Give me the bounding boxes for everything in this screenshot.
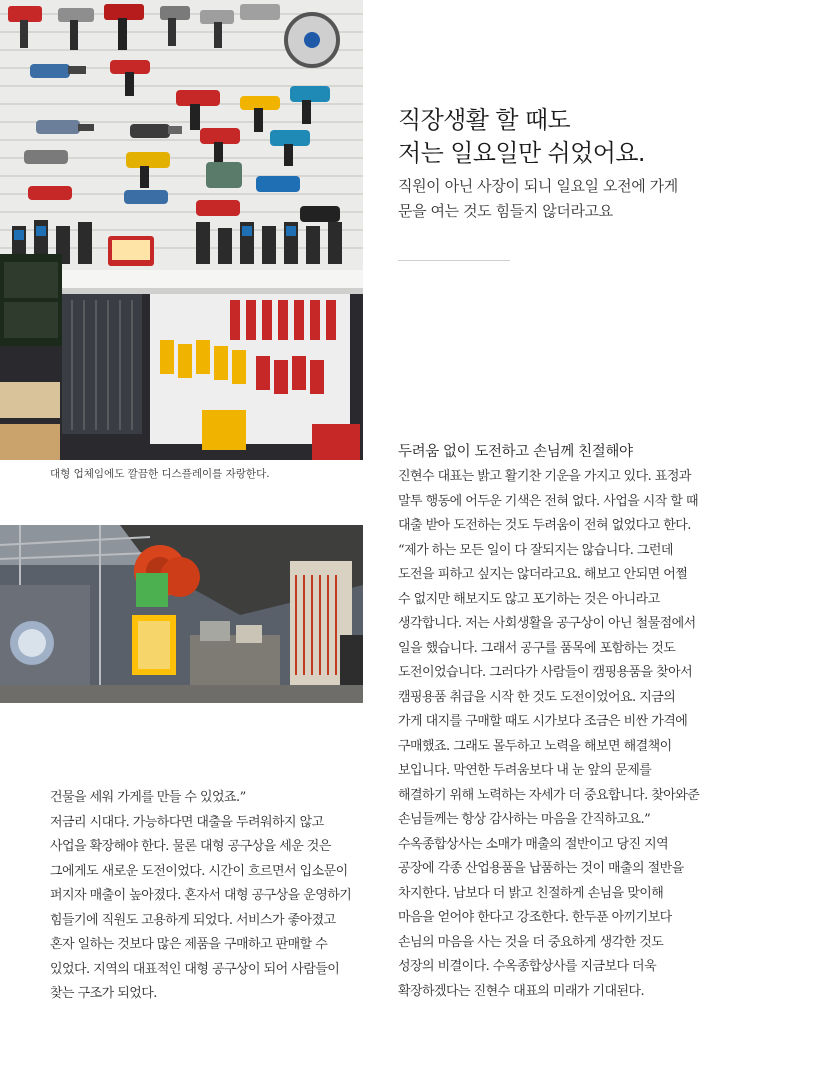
subheadline — [398, 174, 808, 224]
body-line: 퍼지자 매출이 높아졌다. 혼자서 대형 공구상을 운영하기 — [50, 888, 352, 903]
body-line: 있었다. 지역의 대표적인 대형 공구상이 되어 사람들이 — [50, 961, 340, 977]
body-line: 캠핑용품 취급을 시작 한 것도 도전이었어요. 지금의 — [398, 689, 676, 705]
tool-display-illustration — [0, 0, 363, 460]
body-line: “제가 하는 모든 일이 다 잘되지는 않습니다. 그런데 — [398, 542, 673, 558]
body-line: 도전을 피하고 싶지는 않더라고요. 해보고 안되면 어쩔 — [398, 567, 688, 582]
section-title: 두려움 없이 도전하고 손님께 친절해야 — [398, 444, 633, 460]
subheadline-line: 직원이 아닌 사장이 되니 일요일 오전에 가게 — [398, 177, 678, 195]
body-line: 말투 행동에 어두운 기색은 전혀 없다. 사업을 시작 할 때 — [398, 493, 698, 509]
body-line: 찾는 구조가 되었다. — [50, 986, 157, 1001]
body-line: 가게 대지를 구매할 때도 시가보다 조금은 비싼 가격에 — [398, 714, 688, 729]
body-line: 수 없지만 해보지도 않고 포기하는 것은 아니라고 — [398, 591, 660, 607]
body-line: 사업을 확장해야 한다. 물론 대형 공구상을 세운 것은 — [50, 839, 331, 854]
tool-display-photo — [0, 0, 363, 460]
headline-line: 직장생활 할 때도 — [398, 106, 571, 134]
body-line: 구매했죠. 그래도 몰두하고 노력을 해보면 해결책이 — [398, 738, 672, 754]
body-line: 보입니다. 막연한 두려움보다 내 눈 앞의 문제를 — [398, 763, 652, 778]
body-line: 해결하기 위해 노력하는 자세가 더 중요합니다. 찾아와준 — [398, 787, 700, 803]
subheadline-line: 문을 여는 것도 힘들지 않더라고요 — [398, 202, 613, 220]
body-line: 성장의 비결이다. 수옥종합상사를 지금보다 더욱 — [398, 959, 657, 974]
body-line: 저금리 시대다. 가능하다면 대출을 두려워하지 않고 — [50, 814, 324, 830]
body-line: 그에게도 새로운 도전이었다. 시간이 흐르면서 입소문이 — [50, 863, 348, 879]
body-line: 차지한다. 남보다 더 밝고 친절하게 손님을 맞이해 — [398, 885, 664, 901]
body-line: 힘들기에 직원도 고용하게 되었다. 서비스가 좋아졌고 — [50, 912, 336, 928]
body-text-right — [398, 465, 808, 1004]
body-line: 일을 했습니다. 그래서 공구를 품목에 포함하는 것도 — [398, 640, 676, 656]
body-line: 건물을 세워 가게를 만들 수 있었죠.” — [50, 790, 246, 805]
body-line: 진현수 대표는 밝고 활기찬 기운을 가지고 있다. 표정과 — [398, 469, 691, 484]
body-line: 마음을 얻어야 한다고 강조한다. 한두푼 아끼기보다 — [398, 910, 672, 925]
body-line: 확장하겠다는 진현수 대표의 미래가 기대된다. — [398, 983, 645, 999]
body-line: 혼자 일하는 것보다 많은 제품을 구매하고 판매할 수 — [50, 937, 328, 952]
body-line: 손님의 마음을 사는 것을 더 중요하게 생각한 것도 — [398, 934, 664, 950]
body-line: 대출 받아 도전하는 것도 두려움이 전혀 없었다고 한다. — [398, 518, 691, 533]
warehouse-illustration — [0, 525, 363, 703]
warehouse-photo — [0, 525, 363, 703]
body-line: 도전이었습니다. 그러다가 사람들이 캠핑용품을 찾아서 — [398, 665, 693, 680]
headline-line: 저는 일요일만 쉬었어요. — [398, 139, 645, 167]
body-line: 공장에 각종 산업용품을 납품하는 것이 매출의 절반을 — [398, 861, 684, 876]
body-line: 생각합니다. 저는 사회생활을 공구상이 아닌 철물점에서 — [398, 616, 696, 631]
headline — [398, 104, 798, 170]
body-line: 손님들께는 항상 감사하는 마음을 간직하고요.” — [398, 812, 651, 827]
photo-caption: 대형 업체임에도 깔끔한 디스플레이를 자랑한다. — [50, 468, 270, 480]
body-line: 수옥종합상사는 소매가 매출의 절반이고 당진 지역 — [398, 836, 669, 852]
divider — [398, 260, 510, 261]
body-text-left — [50, 786, 370, 1007]
